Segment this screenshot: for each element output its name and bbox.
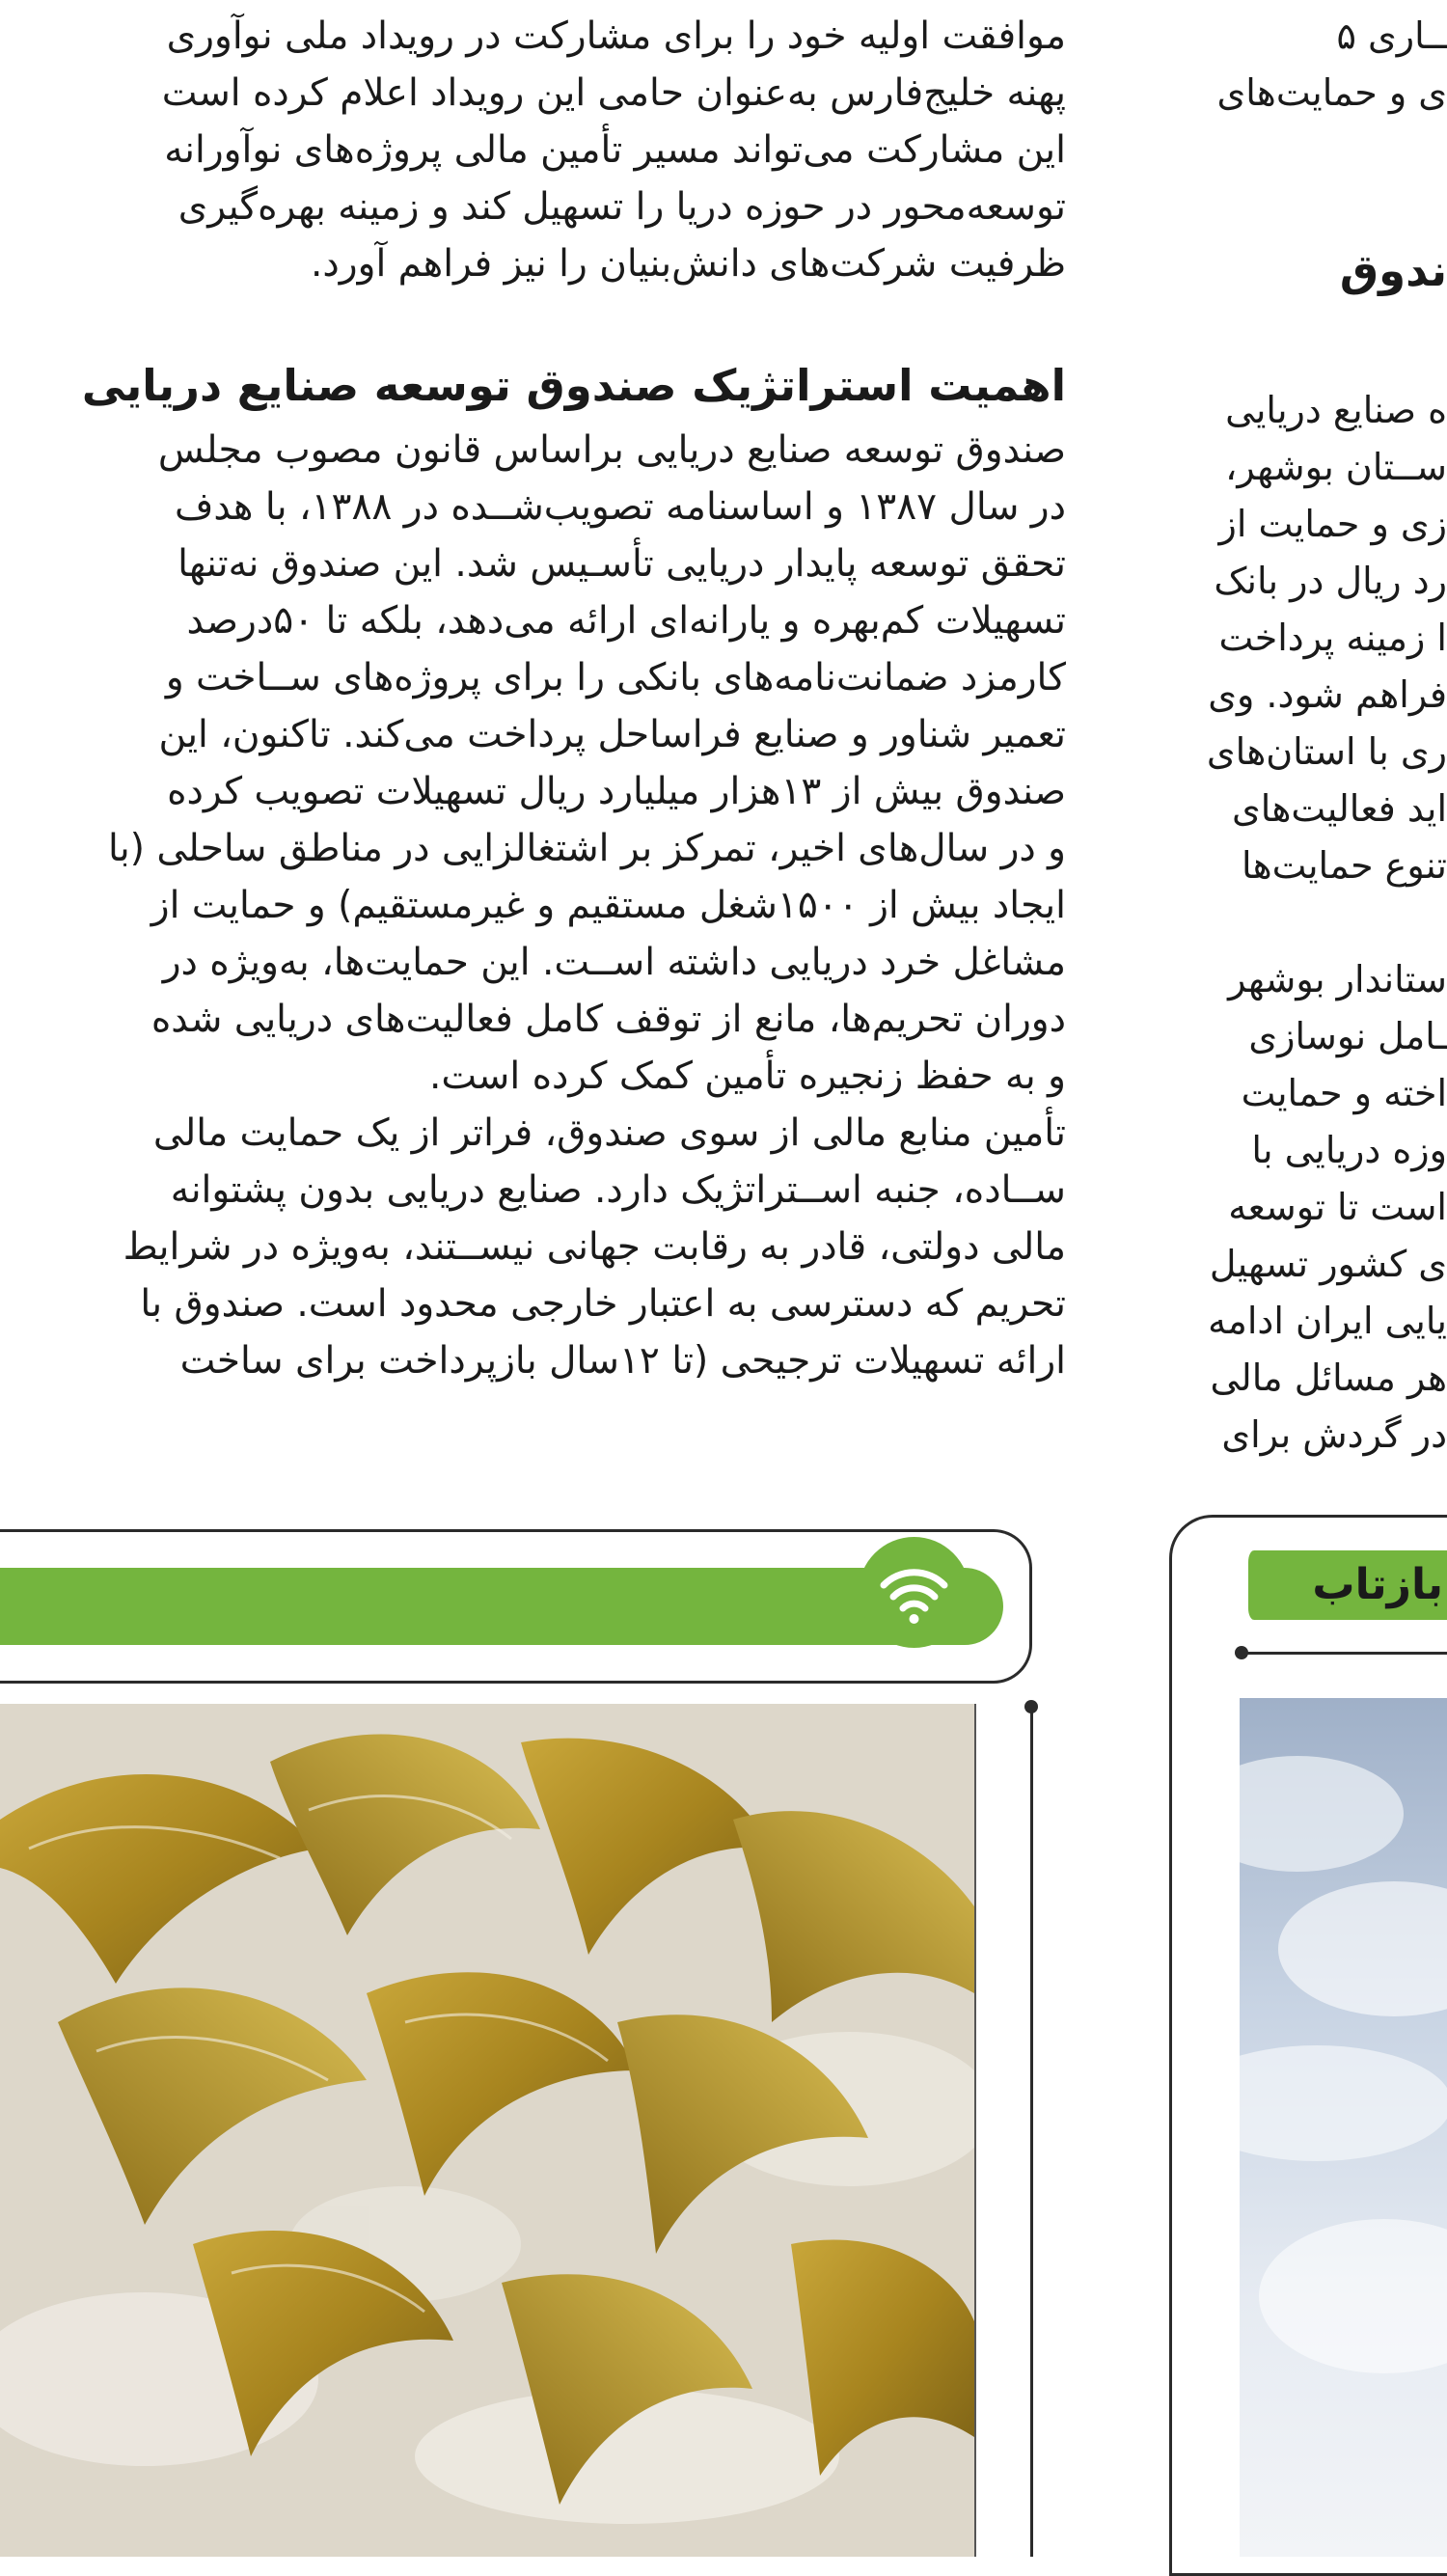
side-top-line: ی و حمایت‌های xyxy=(1216,71,1447,114)
intro-line: موافقت اولیه خود را برای مشارکت در رویداد ملی نوآوری xyxy=(166,14,1066,58)
side-body-line: هر مسائل مالی xyxy=(1210,1357,1447,1399)
body-line: ســاده، جنبه اســتراتژیک دارد. صنایع دریایی بدون پشتوانه xyxy=(170,1168,1066,1212)
reflection-divider xyxy=(1240,1652,1447,1655)
reflection-divider-dot xyxy=(1235,1646,1248,1659)
side-body-line: در گردش برای xyxy=(1221,1413,1447,1456)
side-heading: ندوق xyxy=(1339,245,1447,296)
body-line: مالی دولتی، قادر به رقابت جهانی نیســتند، به‌ویژه در شرایط xyxy=(123,1225,1066,1269)
body-line: و به حفظ زنجیره تأمین کمک کرده است. xyxy=(428,1055,1066,1098)
side-body-line: ی کشور تسهیل xyxy=(1209,1243,1447,1285)
body-line: و در سال‌های اخیر، تمرکز بر اشتغالزایی در مناطق ساحلی (با xyxy=(108,827,1066,870)
wifi-icon xyxy=(859,1537,969,1648)
reflection-label: بازتاب xyxy=(1312,1560,1443,1609)
side-top-line: ــاری ۵ xyxy=(1336,14,1447,57)
body-line: تسهیلات کم‌بهره و یارانه‌ای ارائه می‌دهد، بلکه تا ۵۰درصد xyxy=(186,599,1066,643)
body-line: تأمین منابع مالی از سوی صندوق، فراتر از یک حمایت مالی xyxy=(152,1111,1066,1155)
side-body-line: رد ریال در بانک xyxy=(1214,560,1447,602)
intro-line: توسعه‌محور در حوزه دریا را تسهیل کند و زمینه بهره‌گیری xyxy=(177,185,1066,229)
intro-line: ظرفیت شرکت‌های دانش‌بنیان را نیز فراهم آورد. xyxy=(311,242,1066,286)
side-body-line xyxy=(1162,894,1447,951)
body-line: صندوق بیش از ۱۳هزار میلیارد ریال تسهیلات تصویب کرده xyxy=(167,770,1066,813)
seaweed-photo xyxy=(0,1704,976,2557)
side-body-line: ستاندار بوشهر xyxy=(1228,958,1447,1000)
column-separator xyxy=(1030,1708,1033,2557)
body-line: کارمزد ضمانت‌نامه‌های بانکی را برای پروژه‌های ســاخت و xyxy=(165,656,1066,699)
side-body-line: اید فعالیت‌های xyxy=(1232,787,1447,830)
side-body-line: یایی ایران ادامه xyxy=(1208,1300,1447,1342)
body-line: ایجاد بیش از ۱۵۰۰شغل مستقیم و غیرمستقیم) و حمایت از xyxy=(150,884,1066,927)
side-body-line: فراهم شود. وی xyxy=(1208,673,1447,716)
reflection-tab xyxy=(1242,1550,1447,1620)
body-line: تحقق توسعه پایدار دریایی تأسـیس شد. این صندوق نه‌تنها xyxy=(177,542,1066,586)
body-line: تحریم که دسترسی به اعتبار خارجی محدود است. صندوق با xyxy=(140,1282,1066,1326)
side-body-line: ا زمینه پرداخت xyxy=(1218,617,1447,659)
body-line: صندوق توسعه صنایع دریایی براساس قانون مصوب مجلس xyxy=(157,428,1066,472)
body-line: ارائه تسهیلات ترجیحی (تا ۱۲سال بازپرداخت برای ساخت xyxy=(179,1339,1066,1383)
sky-photo xyxy=(1240,1698,1447,2557)
side-body-line: وزه دریایی با xyxy=(1251,1129,1447,1171)
side-body-line: ســتان بوشهر، xyxy=(1225,446,1447,488)
section-heading: اهمیت استراتژیک صندوق توسعه صنایع دریایی xyxy=(81,360,1066,411)
side-body-line: است تا توسعه xyxy=(1228,1186,1447,1228)
side-body-line: ـامل نوسازی xyxy=(1248,1015,1447,1057)
body-line: مشاغل خرد دریایی داشته اســت. این حمایت‌ها، به‌ویژه در xyxy=(162,941,1066,984)
separator-dot xyxy=(1024,1700,1038,1713)
intro-line: این مشارکت می‌تواند مسیر تأمین مالی پروژه‌های نوآورانه xyxy=(164,128,1066,172)
body-line: در سال ۱۳۸۷ و اساسنامه تصویب‌شــده در ۱۳۸۸، با هدف xyxy=(174,485,1066,529)
intro-line: پهنه خلیج‌فارس به‌عنوان حامی این رویداد اعلام کرده است xyxy=(161,71,1066,115)
side-body-line: ه صنایع دریایی xyxy=(1225,389,1447,431)
side-body-line: ری با استان‌های xyxy=(1206,730,1447,773)
section-banner xyxy=(0,1568,1003,1645)
side-article-column xyxy=(1162,0,1447,1495)
side-body-line: اخته و حمایت xyxy=(1241,1072,1447,1114)
side-body-line: تنوع حمایت‌ها xyxy=(1242,844,1447,887)
body-line: دوران تحریم‌ها، مانع از توقف کامل فعالیت‌های دریایی شده xyxy=(150,998,1066,1041)
body-line: تعمیر شناور و صنایع فراساحل پرداخت می‌کند. تاکنون، این xyxy=(158,713,1066,756)
main-article-column xyxy=(0,0,1066,1399)
side-body-line: زی و حمایت از xyxy=(1218,503,1447,545)
